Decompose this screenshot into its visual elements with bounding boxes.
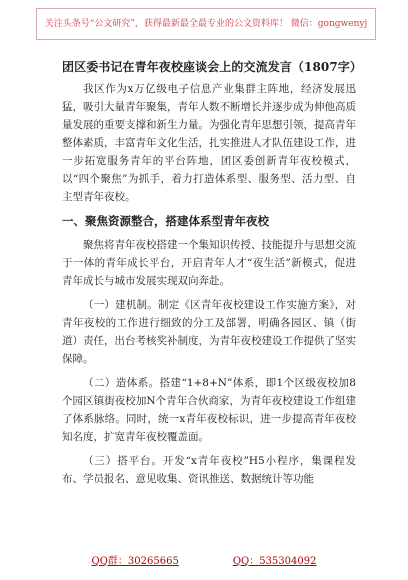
point-3-paragraph: （三）搭平台。开发“x青年夜校”H5小程序，集课程发布、学员报名、意见收集、资讯推送、数据统计等功能 — [62, 455, 356, 485]
document-title: 团区委书记在青年夜校座谈会上的交流发言（1807字） — [62, 60, 363, 74]
section-heading: 一、聚焦资源整合，搭建体系型青年夜校 — [62, 214, 269, 228]
point-1-paragraph: （一）建机制。制定《区青年夜校建设工作实施方案》，对青年夜校的工作进行细致的分工及部署，明确各园区、镇（街道）责任，出台考核奖补制度，为青年夜校建设工作提供了坚实保障。 — [62, 299, 356, 365]
point-2-paragraph: （二）造体系。搭建“1+8+N”体系，即1个区级夜校加8个园区镇街夜校加N个青年合伙商家，为青年夜校建设工作组建了体系脉络。同时，统一x青年夜校标识，进一步提高青年夜校知名度，扩宽青年夜校覆盖面。 — [62, 377, 356, 443]
header-banner: 关注头条号“公文研究”，获得最新最全最专业的公文资料库！ 微信：gongwenyj — [36, 8, 376, 40]
document-body — [62, 58, 363, 494]
section-intro-paragraph: 聚焦将青年夜校搭建一个集知识传授、技能提升与思想交流于一体的青年成长平台，开启青年人才“夜生活”新模式，促进青年成长与城市发展实现双向奔赴。 — [62, 239, 356, 287]
qq-link[interactable]: QQ：535304092 — [232, 556, 317, 567]
qq-group-link[interactable]: QQ群：30265665 — [91, 556, 179, 567]
footer-contact — [0, 552, 408, 567]
intro-paragraph: 我区作为x万亿级电子信息产业集群主阵地，经济发展迅猛，吸引大量青年聚集，青年人数不断增长并逐步成为伸他高质量发展的重要支撑和新生力量。为强化青年思想引领，提高青年整体素质，丰富青年文化生活，扎实推进人才队伍建设工作，进一步拓宽服务青年的平台阵地，团区委创新青年夜校模式，以“四个聚焦”为抓手，着力打造体系型、服务型、活力型、自主型青年夜校。 — [62, 83, 356, 203]
